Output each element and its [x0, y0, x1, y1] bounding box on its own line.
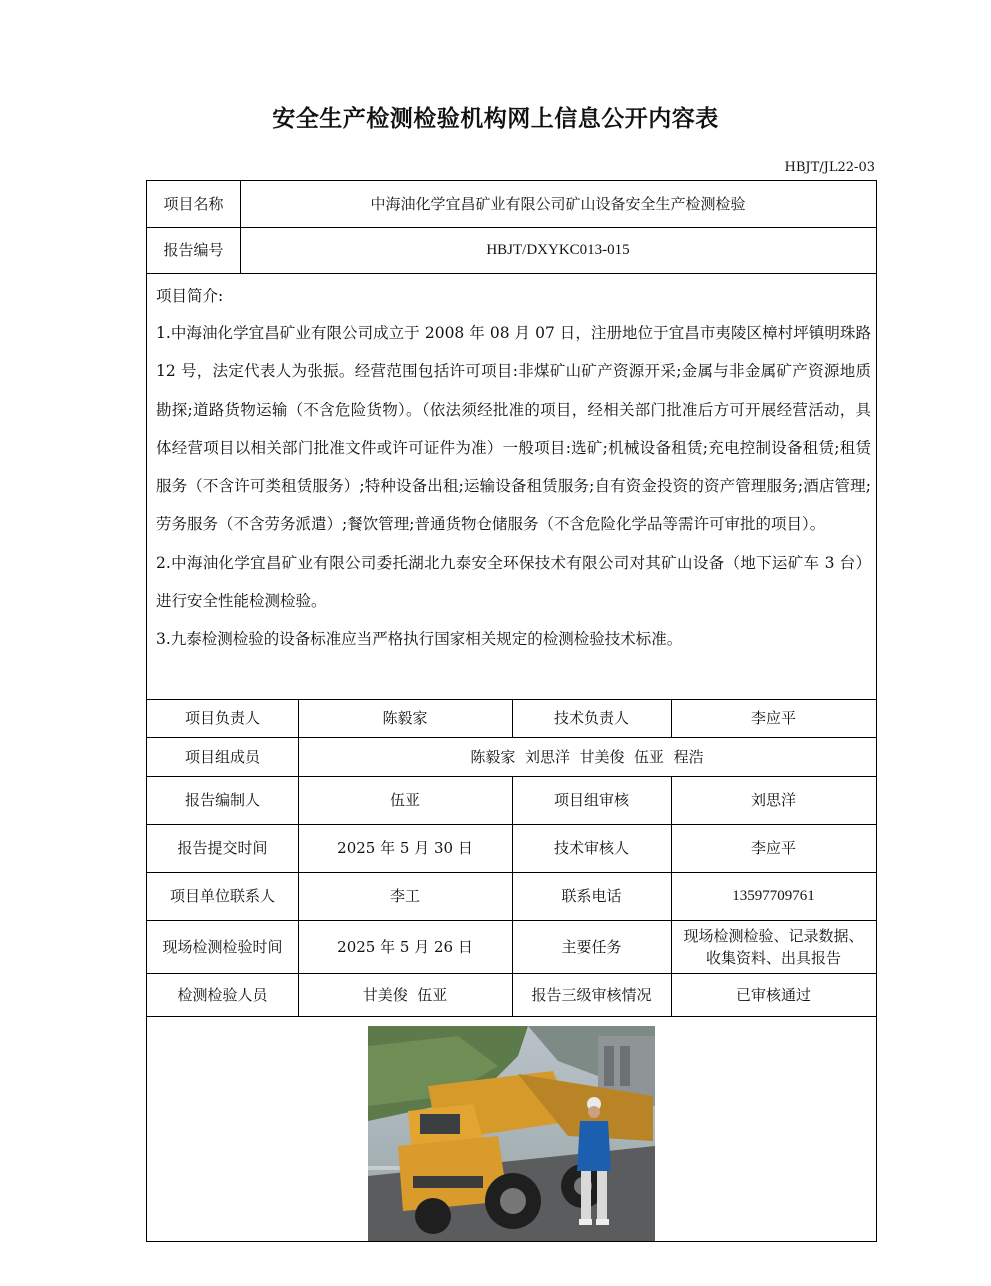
tech-reviewer-value: 李应平 [750, 839, 796, 857]
review-value: 刘思洋 [750, 791, 796, 809]
phone-value: 13597709761 [732, 888, 815, 904]
intro-paragraph-1: 1.中海油化学宜昌矿业有限公司成立于 2008 年 08 月 07 日，注册地位于宜昌市夷陵区樟村坪镇明珠路 12 号，法定代表人为张振。经营范围包括许可项目:非煤矿山矿产资源开采;金属与非金属矿产资源地质勘探;道路货物运输（不含危险货物）。（依法须经批准的项目，经相关部门批准后方可开展经营活动，具体经营项目以相关部门批准文件或许可证件为准）一般项目:选矿;机械设备租赁;充电控制设备租赁;租赁服务（不含许可类租赁服务）;特种设备出租;运输设备租赁服务;自有资金投资的资产管理服务;酒店管理;劳务服务（不含劳务派遣）;餐饮管理;普通货物仓储服务（不含危险化学品等需许可审批的项目）。 [156, 324, 871, 534]
intro-paragraph-3: 3.九泰检测检验的设备标准应当严格执行国家相关规定的检测检验技术标准。 [156, 630, 683, 649]
intro-paragraph-2: 2.中海油化学宜昌矿业有限公司委托湖北九泰安全环保技术有限公司对其矿山设备（地下运矿车 3 台）进行安全性能检测检验。 [156, 553, 871, 611]
report-no-label: 报告编号 [163, 241, 224, 259]
phone-label: 联系电话 [561, 887, 622, 905]
leader-value: 陈毅家 [382, 709, 428, 727]
form-code: HBJT/JL22-03 [784, 160, 875, 175]
site-photo [368, 1026, 655, 1241]
contact-value: 李工 [389, 887, 420, 905]
submit-time-value: 2025 年 5 月 30 日 [337, 839, 473, 857]
main-task-label: 主要任务 [561, 937, 622, 956]
tech-reviewer-label: 技术审核人 [553, 839, 629, 857]
page-title: 安全生产检测检验机构网上信息公开内容表 [272, 105, 719, 132]
submit-time-label: 报告提交时间 [177, 839, 268, 857]
intro-body [156, 314, 871, 659]
review-label: 项目组审核 [553, 791, 629, 809]
author-label: 报告编制人 [184, 791, 260, 809]
tech-leader-label: 技术负责人 [553, 709, 629, 727]
inspectors-value: 甘美俊 伍亚 [362, 985, 448, 1004]
audit-status-label: 报告三级审核情况 [531, 985, 652, 1004]
contact-label: 项目单位联系人 [169, 887, 275, 905]
intro-heading: 项目简介: [156, 287, 224, 305]
onsite-time-label: 现场检测检验时间 [162, 937, 283, 956]
project-name-label: 项目名称 [163, 195, 224, 213]
author-value: 伍亚 [389, 791, 420, 809]
info-table [146, 180, 877, 1242]
inspectors-label: 检测检验人员 [177, 985, 268, 1004]
tech-leader-value: 李应平 [750, 709, 796, 727]
members-label: 项目组成员 [184, 747, 260, 766]
leader-label: 项目负责人 [184, 709, 260, 727]
project-name-value: 中海油化学宜昌矿业有限公司矿山设备安全生产检测检验 [370, 195, 746, 213]
main-task-value: 现场检测检验、记录数据、收集资料、出具报告 [683, 926, 864, 967]
onsite-time-value: 2025 年 5 月 26 日 [337, 937, 473, 956]
members-value: 陈毅家 刘思洋 甘美俊 伍亚 程浩 [470, 747, 704, 766]
report-no-value: HBJT/DXYKC013-015 [486, 242, 630, 258]
audit-status-value: 已审核通过 [735, 985, 811, 1004]
